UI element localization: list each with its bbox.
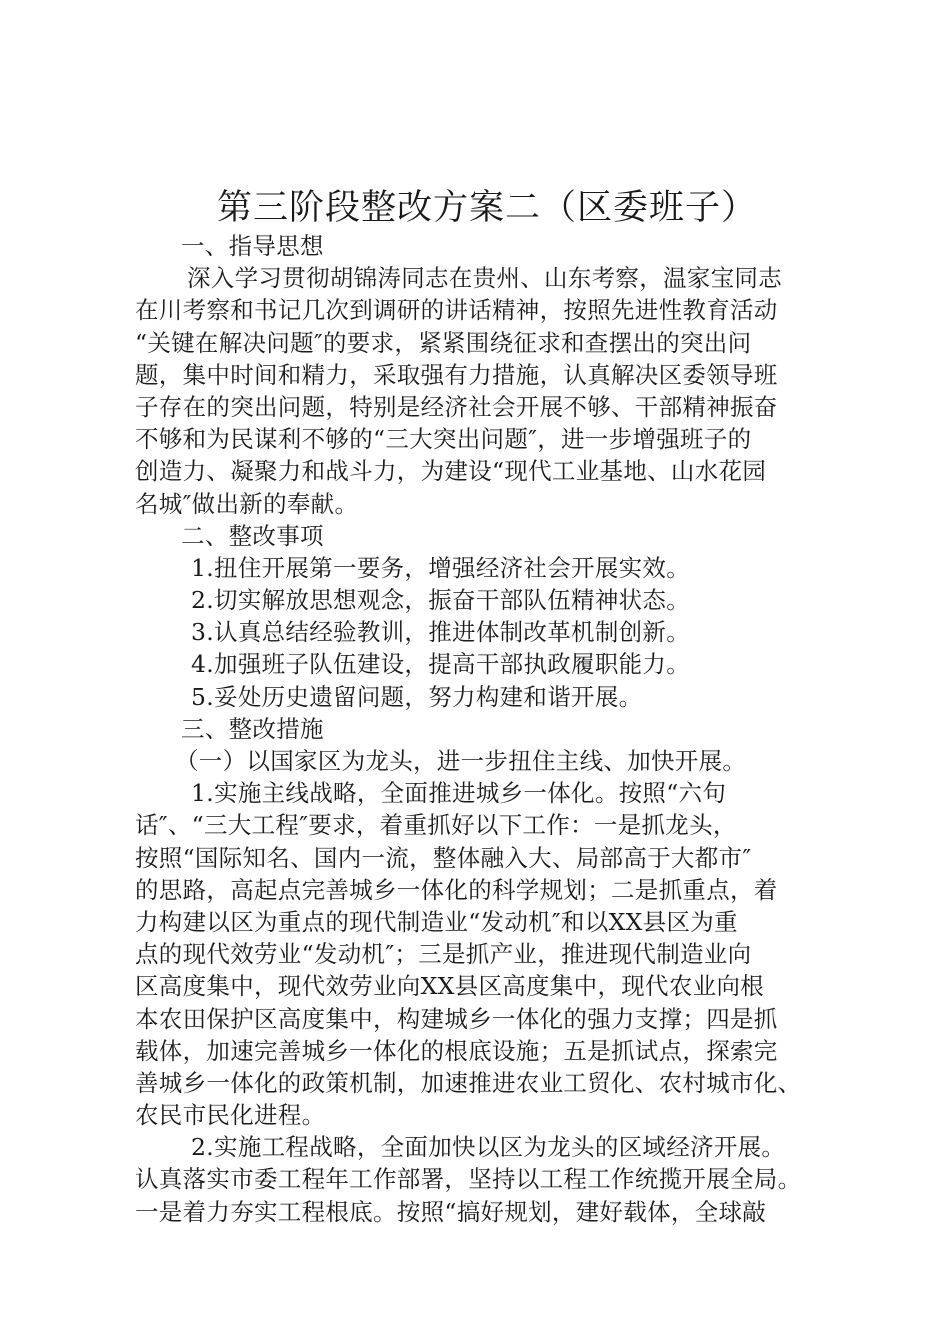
list-item: 2.切实解放思想观念，振奋干部队伍精神状态。 — [191, 586, 691, 615]
section-heading: 三、整改措施 — [181, 714, 324, 743]
paragraph-line: 不够和为民谋利不够的“三大突出问题″，进一步增强班子的 — [135, 425, 752, 454]
paragraph-line: 深入学习贯彻胡锦涛同志在贵州、山东考察，温家宝同志 — [187, 264, 782, 293]
paragraph-line: 按照“国际知名、国内一流，整体融入大、局部高于大都市″ — [135, 843, 752, 872]
paragraph-line: 创造力、凝聚力和战斗力，为建设“现代工业基地、山水花园 — [135, 457, 767, 486]
paragraph-line: 善城乡一体化的政策机制，加速推进农业工贸化、农村城市化、 — [135, 1068, 802, 1097]
paragraph-line: 名城″做出新的奉献。 — [135, 489, 359, 518]
paragraph-line: 力构建以区为重点的现代制造业“发动机″和以XX县区为重 — [135, 907, 738, 936]
section-heading: 二、整改事项 — [181, 521, 324, 550]
subsection-heading: （一）以国家区为龙头，进一步扭住主线、加快开展。 — [175, 747, 747, 775]
paragraph-line: 本农田保护区高度集中，构建城乡一体化的强力支撑；四是抓 — [135, 1004, 778, 1033]
paragraph-line: 的思路，高起点完善城乡一体化的科学规划；二是抓重点，着 — [135, 875, 778, 904]
document-page — [135, 186, 840, 1228]
list-item: 5.妥处历史遗留问题，努力构建和谐开展。 — [191, 682, 643, 711]
paragraph-line: 点的现代效劳业“发动机″；三是抓产业，推进现代制造业向 — [135, 940, 752, 969]
paragraph-line: “关键在解决问题″的要求，紧紧围绕征求和查摆出的突出问 — [135, 328, 752, 357]
paragraph-line: 农民市民化进程。 — [135, 1101, 326, 1130]
paragraph-line: 载体，加速完善城乡一体化的根底设施；五是抓试点，探索完 — [135, 1036, 778, 1065]
paragraph-line: 认真落实市委工程年工作部署，坚持以工程工作统揽开展全局。 — [135, 1165, 802, 1194]
list-item: 3.认真总结经验教训，推进体制改革机制创新。 — [191, 618, 691, 647]
list-item: 1.扭住开展第一要务，增强经济社会开展实效。 — [191, 553, 691, 582]
paragraph-line: 一是着力夯实工程根底。按照“搞好规划，建好载体，全球敲 — [135, 1197, 767, 1226]
paragraph-line: 2.实施工程战略，全面加快以区为龙头的区域经济开展。 — [191, 1133, 786, 1162]
document-title: 第三阶段整改方案二（区委班子） — [217, 188, 758, 228]
paragraph-line: 在川考察和书记几次到调研的讲话精神，按照先进性教育活动 — [135, 296, 778, 325]
paragraph-line: 子存在的突出问题，特别是经济社会开展不够、干部精神振奋 — [135, 392, 778, 421]
paragraph-line: 区高度集中，现代效劳业向XX县区高度集中，现代农业向根 — [135, 972, 765, 1001]
paragraph-line: 1.实施主线战略，全面推进城乡一体化。按照“六句 — [191, 779, 727, 808]
section-heading: 一、指导思想 — [181, 232, 324, 260]
paragraph-line: 题，集中时间和精力，采取强有力措施，认真解决区委领导班 — [135, 360, 778, 389]
paragraph-line: 话″、“三大工程″要求，着重抓好以下工作：一是抓龙头， — [135, 811, 737, 840]
list-item: 4.加强班子队伍建设，提高干部执政履职能力。 — [191, 650, 691, 679]
